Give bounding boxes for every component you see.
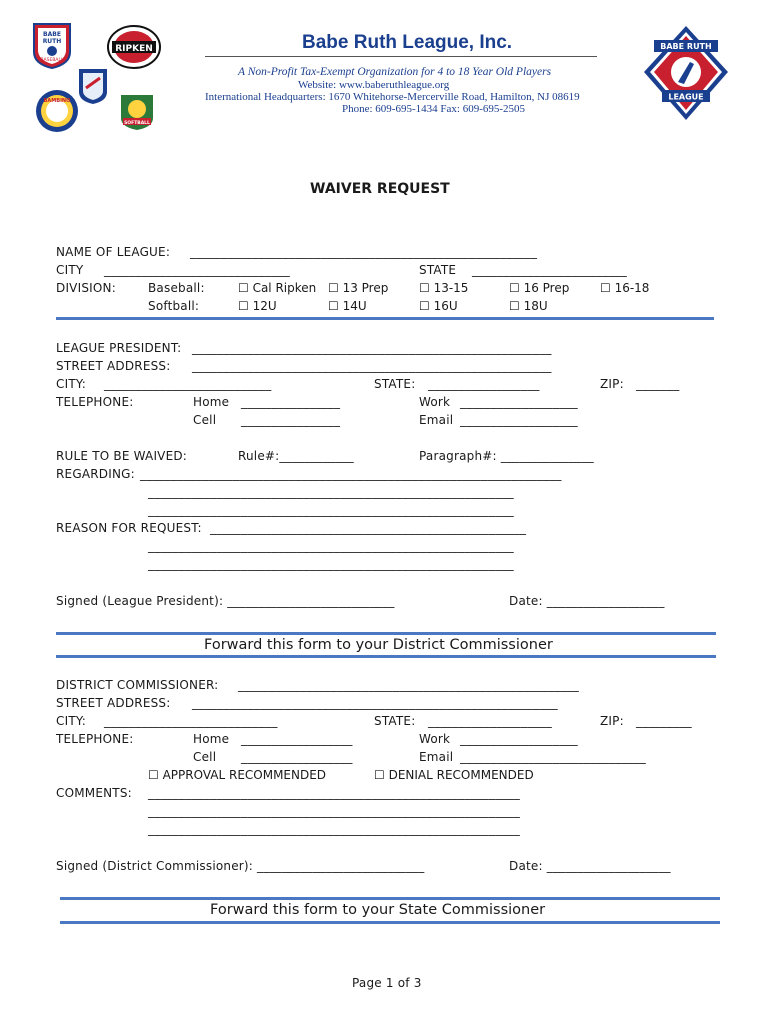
president-work-label: Work bbox=[419, 395, 451, 409]
bambino-logo bbox=[34, 88, 80, 134]
president-signature-field[interactable]: Signed (League President): ___________________________ bbox=[56, 594, 395, 608]
president-zip-field[interactable]: _______ bbox=[636, 377, 680, 391]
president-city-label: CITY: bbox=[56, 377, 87, 391]
logo-text: BAMBINO bbox=[43, 98, 71, 104]
league-name-label: NAME OF LEAGUE: bbox=[56, 245, 171, 259]
rule-number-field[interactable]: Rule#:____________ bbox=[238, 449, 354, 463]
division-label: DIVISION: bbox=[56, 281, 116, 295]
president-state-field[interactable]: __________________ bbox=[428, 377, 540, 391]
checkbox-12u[interactable]: ☐ 12U bbox=[238, 299, 277, 313]
comments-field-2[interactable]: ____________________________________________________________ bbox=[148, 804, 520, 818]
org-phone: Phone: 609-695-1434 Fax: 609-695-2505 bbox=[342, 103, 526, 115]
district-date-field[interactable]: Date: ____________________ bbox=[509, 859, 671, 873]
district-commissioner-field[interactable]: _______________________________________________________ bbox=[238, 678, 579, 692]
checkbox-13-15[interactable]: ☐ 13-15 bbox=[419, 281, 469, 295]
district-zip-label: ZIP: bbox=[600, 714, 624, 728]
district-city-label: CITY: bbox=[56, 714, 87, 728]
softball-logo bbox=[118, 92, 156, 132]
org-tagline: A Non-Profit Tax-Exempt Organization for 4 to 18 Year Old Players bbox=[238, 66, 552, 78]
president-home-field[interactable]: ________________ bbox=[241, 395, 341, 409]
section-divider bbox=[56, 317, 714, 320]
regarding-label: REGARDING: bbox=[56, 467, 135, 481]
president-date-field[interactable]: Date: ___________________ bbox=[509, 594, 665, 608]
section-divider bbox=[60, 897, 720, 900]
district-work-field[interactable]: ___________________ bbox=[460, 732, 578, 746]
president-email-label: Email bbox=[419, 413, 454, 427]
league-city-field[interactable]: ______________________________ bbox=[104, 263, 290, 277]
district-state-field[interactable]: ____________________ bbox=[428, 714, 552, 728]
league-president-label: LEAGUE PRESIDENT: bbox=[56, 341, 182, 355]
rule-waived-label: RULE TO BE WAIVED: bbox=[56, 449, 188, 463]
comments-field-3[interactable]: ____________________________________________________________ bbox=[148, 822, 520, 836]
regarding-field-3[interactable]: ___________________________________________________________ bbox=[148, 503, 514, 517]
section-divider bbox=[56, 632, 716, 635]
regarding-field-2[interactable]: ___________________________________________________________ bbox=[148, 485, 514, 499]
president-state-label: STATE: bbox=[374, 377, 416, 391]
reason-field-3[interactable]: ___________________________________________________________ bbox=[148, 557, 514, 571]
logo-text: LEAGUE bbox=[668, 92, 704, 102]
checkbox-denial-recommended[interactable]: ☐ DENIAL RECOMMENDED bbox=[374, 768, 534, 782]
checkbox-18u[interactable]: ☐ 18U bbox=[509, 299, 548, 313]
league-name-field[interactable]: ________________________________________________________ bbox=[190, 245, 538, 259]
president-cell-field[interactable]: ________________ bbox=[241, 413, 341, 427]
checkbox-16u[interactable]: ☐ 16U bbox=[419, 299, 458, 313]
district-state-label: STATE: bbox=[374, 714, 416, 728]
district-home-label: Home bbox=[193, 732, 230, 746]
district-cell-field[interactable]: __________________ bbox=[241, 750, 353, 764]
baseball-label: Baseball: bbox=[148, 281, 205, 295]
forward-district-heading: Forward this form to your District Commissioner bbox=[204, 637, 553, 653]
district-telephone-label: TELEPHONE: bbox=[56, 732, 134, 746]
section-divider bbox=[56, 655, 716, 658]
district-email-field[interactable]: ______________________________ bbox=[460, 750, 646, 764]
president-work-field[interactable]: ___________________ bbox=[460, 395, 578, 409]
babe-ruth-baseball-logo bbox=[30, 20, 74, 70]
page-number: Page 1 of 3 bbox=[352, 976, 422, 990]
district-home-field[interactable]: __________________ bbox=[241, 732, 353, 746]
league-state-field[interactable]: _________________________ bbox=[472, 263, 627, 277]
checkbox-cal-ripken[interactable]: ☐ Cal Ripken bbox=[238, 281, 317, 295]
district-street-field[interactable]: ___________________________________________________________ bbox=[192, 696, 558, 710]
regarding-field-1[interactable]: ____________________________________________________________________ bbox=[140, 467, 562, 481]
league-president-field[interactable]: __________________________________________________________ bbox=[192, 341, 552, 355]
page-title: WAIVER REQUEST bbox=[310, 181, 450, 197]
logo-text: SOFTBALL bbox=[124, 121, 150, 126]
logo-text: BABE RUTH bbox=[660, 42, 712, 51]
district-signature-field[interactable]: Signed (District Commissioner): ___________________________ bbox=[56, 859, 425, 873]
logo-text: BASEBALL bbox=[40, 58, 64, 63]
checkbox-16-18[interactable]: ☐ 16-18 bbox=[600, 281, 650, 295]
comments-field-1[interactable]: ____________________________________________________________ bbox=[148, 786, 520, 800]
district-email-label: Email bbox=[419, 750, 454, 764]
district-zip-field[interactable]: _________ bbox=[636, 714, 692, 728]
reason-field-1[interactable]: ___________________________________________________ bbox=[210, 521, 527, 535]
org-headquarters: International Headquarters: 1670 Whitehorse-Mercerville Road, Hamilton, NJ 08619 bbox=[205, 91, 580, 103]
president-telephone-label: TELEPHONE: bbox=[56, 395, 134, 409]
ripken-logo bbox=[106, 24, 162, 70]
forward-state-heading: Forward this form to your State Commissioner bbox=[210, 902, 546, 918]
district-work-label: Work bbox=[419, 732, 451, 746]
district-city-field[interactable]: ____________________________ bbox=[104, 714, 278, 728]
district-cell-label: Cell bbox=[193, 750, 217, 764]
league-state-label: STATE bbox=[419, 263, 457, 277]
district-street-label: STREET ADDRESS: bbox=[56, 696, 171, 710]
checkbox-13-prep[interactable]: ☐ 13 Prep bbox=[328, 281, 389, 295]
section-divider bbox=[60, 921, 720, 924]
league-city-label: CITY bbox=[56, 263, 84, 277]
president-home-label: Home bbox=[193, 395, 230, 409]
comments-label: COMMENTS: bbox=[56, 786, 132, 800]
logo-text: BABE bbox=[43, 31, 61, 38]
checkbox-16-prep[interactable]: ☐ 16 Prep bbox=[509, 281, 570, 295]
president-street-field[interactable]: __________________________________________________________ bbox=[192, 359, 552, 373]
reason-field-2[interactable]: ___________________________________________________________ bbox=[148, 539, 514, 553]
president-email-field[interactable]: ___________________ bbox=[460, 413, 578, 427]
checkbox-14u[interactable]: ☐ 14U bbox=[328, 299, 367, 313]
logo-text: RUTH bbox=[42, 38, 62, 45]
org-name: Babe Ruth League, Inc. bbox=[302, 32, 513, 53]
president-cell-label: Cell bbox=[193, 413, 217, 427]
paragraph-number-field[interactable]: Paragraph#: _______________ bbox=[419, 449, 594, 463]
reason-label: REASON FOR REQUEST: bbox=[56, 521, 202, 535]
header-rule bbox=[205, 56, 597, 57]
softball-label: Softball: bbox=[148, 299, 200, 313]
district-commissioner-label: DISTRICT COMMISSIONER: bbox=[56, 678, 219, 692]
babe-ruth-emblem-logo bbox=[76, 66, 110, 106]
babe-ruth-league-main-logo bbox=[640, 24, 732, 124]
president-street-label: STREET ADDRESS: bbox=[56, 359, 171, 373]
president-city-field[interactable]: ___________________________ bbox=[104, 377, 272, 391]
president-zip-label: ZIP: bbox=[600, 377, 624, 391]
logo-text: RIPKEN bbox=[115, 44, 153, 54]
checkbox-approval-recommended[interactable]: ☐ APPROVAL RECOMMENDED bbox=[148, 768, 327, 782]
org-website: Website: www.baberuthleague.org bbox=[298, 79, 450, 91]
